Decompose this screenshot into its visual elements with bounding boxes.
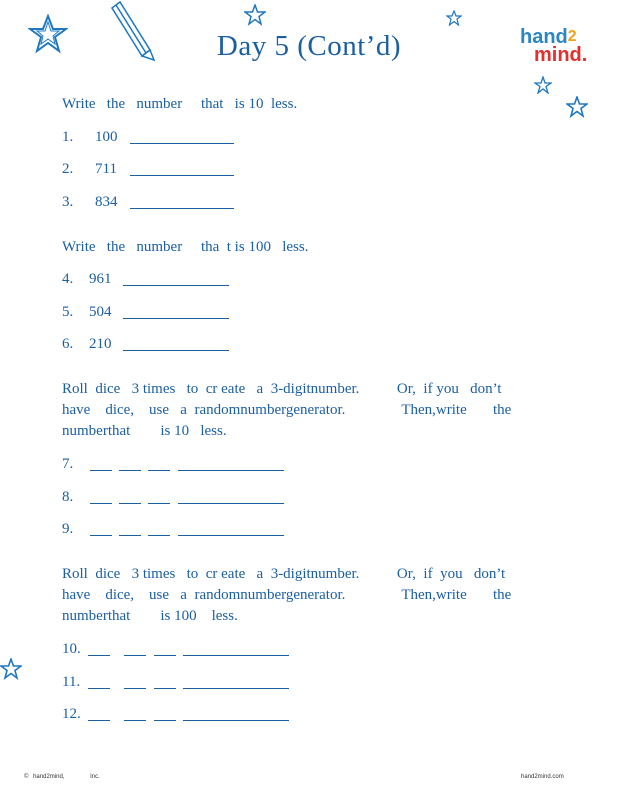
digit-blank[interactable] bbox=[154, 688, 176, 689]
digit-blank[interactable] bbox=[90, 470, 112, 471]
digit-blank[interactable] bbox=[88, 720, 110, 721]
digit-blank[interactable] bbox=[154, 720, 176, 721]
section3-instruction-line: numberthat is 10 less. bbox=[62, 423, 227, 439]
digit-blank[interactable] bbox=[148, 470, 170, 471]
item-number: 5. bbox=[62, 304, 74, 320]
item-value: 210 bbox=[89, 336, 112, 352]
page-title: Day 5 (Cont’d) bbox=[216, 30, 402, 62]
answer-line[interactable] bbox=[178, 503, 284, 504]
digit-blank[interactable] bbox=[119, 503, 141, 504]
footer-copyright bbox=[24, 774, 100, 780]
logo-dot: . bbox=[581, 44, 588, 66]
digit-blank[interactable] bbox=[124, 655, 146, 656]
answer-line[interactable] bbox=[183, 688, 289, 689]
star-doodle-icon bbox=[534, 76, 552, 94]
item-number: 10. bbox=[62, 641, 81, 657]
star-doodle-icon bbox=[566, 96, 588, 118]
hand2mind-logo bbox=[520, 28, 587, 64]
item-value: 100 bbox=[95, 129, 118, 145]
answer-line[interactable] bbox=[130, 208, 234, 209]
answer-line[interactable] bbox=[130, 143, 234, 144]
item-value: 834 bbox=[95, 194, 118, 210]
answer-line[interactable] bbox=[183, 655, 289, 656]
digit-blank[interactable] bbox=[88, 655, 110, 656]
star-doodle-icon bbox=[0, 658, 22, 680]
logo-two: 2 bbox=[567, 28, 577, 45]
digit-blank[interactable] bbox=[90, 535, 112, 536]
item-number: 12. bbox=[62, 706, 81, 722]
section4-instruction-line: have dice, use a randomnumbergenerator. Then,write the bbox=[62, 587, 512, 603]
footer-company: hand2mind, bbox=[33, 774, 65, 780]
digit-blank[interactable] bbox=[124, 688, 146, 689]
star-doodle-icon bbox=[446, 10, 462, 26]
section3-instruction-line: have dice, use a randomnumbergenerator. Then,write the bbox=[62, 402, 512, 418]
digit-blank[interactable] bbox=[119, 470, 141, 471]
item-value: 504 bbox=[89, 304, 112, 320]
answer-line[interactable] bbox=[123, 318, 229, 319]
item-number: 11. bbox=[62, 674, 81, 690]
digit-blank[interactable] bbox=[148, 535, 170, 536]
logo-hand: hand bbox=[520, 26, 568, 48]
section2-instruction: Write the number tha t is 100 less. bbox=[62, 239, 309, 255]
digit-blank[interactable] bbox=[119, 535, 141, 536]
item-number: 2. bbox=[62, 161, 74, 177]
answer-line[interactable] bbox=[183, 720, 289, 721]
item-number: 7. bbox=[62, 456, 74, 472]
item-number: 8. bbox=[62, 489, 74, 505]
section4-instruction-line: Roll dice 3 times to cr eate a 3-digitnumber. Or, if you don’t bbox=[62, 566, 506, 582]
item-value: 961 bbox=[89, 271, 112, 287]
star-doodle-icon bbox=[244, 4, 266, 26]
logo-mind: mind bbox=[534, 44, 582, 66]
item-number: 3. bbox=[62, 194, 74, 210]
item-number: 9. bbox=[62, 521, 74, 537]
section3-instruction-line: Roll dice 3 times to cr eate a 3-digitnumber. Or, if you don’t bbox=[62, 381, 502, 397]
item-value: 711 bbox=[95, 161, 117, 177]
footer-website: hand2mind.com bbox=[521, 774, 564, 780]
answer-line[interactable] bbox=[123, 350, 229, 351]
answer-line[interactable] bbox=[178, 470, 284, 471]
copyright-symbol: © bbox=[24, 774, 29, 780]
digit-blank[interactable] bbox=[124, 720, 146, 721]
digit-blank[interactable] bbox=[88, 688, 110, 689]
answer-line[interactable] bbox=[123, 285, 229, 286]
answer-line[interactable] bbox=[130, 175, 234, 176]
answer-line[interactable] bbox=[178, 535, 284, 536]
digit-blank[interactable] bbox=[90, 503, 112, 504]
item-number: 6. bbox=[62, 336, 74, 352]
section4-instruction-line: numberthat is 100 less. bbox=[62, 608, 238, 624]
item-number: 1. bbox=[62, 129, 74, 145]
digit-blank[interactable] bbox=[148, 503, 170, 504]
section1-instruction: Write the number that is 10 less. bbox=[62, 96, 298, 112]
item-number: 4. bbox=[62, 271, 74, 287]
footer-inc: Inc. bbox=[90, 774, 100, 780]
digit-blank[interactable] bbox=[154, 655, 176, 656]
